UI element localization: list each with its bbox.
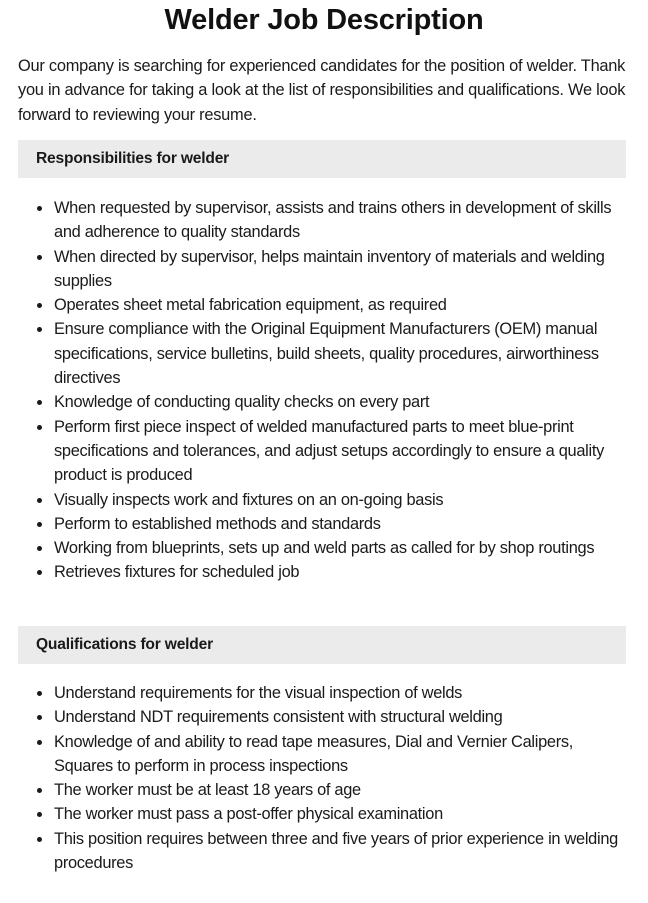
list-item-text: The worker must be at least 18 years of age xyxy=(54,781,361,800)
list-item-text: Operates sheet metal fabrication equipment, as required xyxy=(54,296,447,315)
bullet-icon xyxy=(37,255,42,260)
list-item xyxy=(18,802,630,826)
list-item-text: Understand requirements for the visual inspection of welds xyxy=(54,684,463,702)
bullet-icon xyxy=(37,788,42,793)
list-item xyxy=(18,245,630,294)
qualifications-heading: Qualifications for welder xyxy=(18,626,626,664)
page-title: Welder Job Description xyxy=(164,4,484,36)
bullet-icon xyxy=(37,812,42,817)
list-item-text: Knowledge of conducting quality checks on every part xyxy=(54,393,430,412)
list-item xyxy=(18,681,630,705)
bullet-icon xyxy=(37,522,42,527)
list-item xyxy=(18,778,630,802)
bullet-icon xyxy=(37,498,42,503)
bullet-icon xyxy=(37,570,42,575)
list-item-text: Ensure compliance with the Original Equipment Manufacturers (OEM) manual specifications, service bulletins, build sheets, quality procedures, airworthiness directives xyxy=(54,320,599,388)
responsibilities-heading: Responsibilities for welder xyxy=(18,140,626,178)
list-item xyxy=(18,705,630,729)
list-item xyxy=(18,196,630,245)
bullet-icon xyxy=(37,400,42,405)
bullet-icon xyxy=(37,837,42,842)
list-item xyxy=(18,415,630,488)
bullet-icon xyxy=(37,425,42,430)
qualifications-list xyxy=(18,681,630,875)
list-item-text: Perform to established methods and standards xyxy=(54,514,381,533)
bullet-icon xyxy=(37,206,42,211)
list-item xyxy=(18,390,630,414)
bullet-icon xyxy=(37,546,42,551)
list-item-text: Understand NDT requirements consistent with structural welding xyxy=(54,708,503,727)
intro-paragraph: Our company is searching for experienced candidates for the position of welder. Thank you in advance for taking a look at the list of responsibilities and qualifications. We look forward to reviewing your resume. xyxy=(18,57,626,124)
responsibilities-list xyxy=(18,196,630,585)
list-item xyxy=(18,827,630,876)
bullet-icon xyxy=(37,740,42,745)
list-item-text: Perform first piece inspect of welded manufactured parts to meet blue-print specifications and tolerances, and adjust setups accordingly to ensure a quality product is produced xyxy=(54,417,605,485)
list-item-text: This position requires between three and five years of prior experience in welding procedures xyxy=(54,829,618,873)
list-item-text: Working from blueprints, sets up and weld parts as called for by shop routings xyxy=(54,539,595,558)
list-item xyxy=(18,536,630,560)
bullet-icon xyxy=(37,303,42,308)
list-item xyxy=(18,730,630,779)
list-item-text: When requested by supervisor, assists and trains others in development of skills and adherence to quality standards xyxy=(54,199,612,242)
bullet-icon xyxy=(37,691,42,696)
list-item xyxy=(18,512,630,536)
list-item-text: Knowledge of and ability to read tape measures, Dial and Vernier Calipers, Squares to perform in process inspections xyxy=(54,732,574,775)
list-item xyxy=(18,317,630,390)
list-item-text: Retrieves fixtures for scheduled job xyxy=(54,563,300,582)
bullet-icon xyxy=(37,715,42,720)
list-item-text: The worker must pass a post-offer physical examination xyxy=(54,805,443,824)
list-item-text: When directed by supervisor, helps maintain inventory of materials and welding supplies xyxy=(54,247,605,290)
list-item-text: Visually inspects work and fixtures on an on-going basis xyxy=(54,490,444,509)
bullet-icon xyxy=(37,327,42,332)
list-item xyxy=(18,560,630,584)
list-item xyxy=(18,488,630,512)
list-item xyxy=(18,293,630,317)
